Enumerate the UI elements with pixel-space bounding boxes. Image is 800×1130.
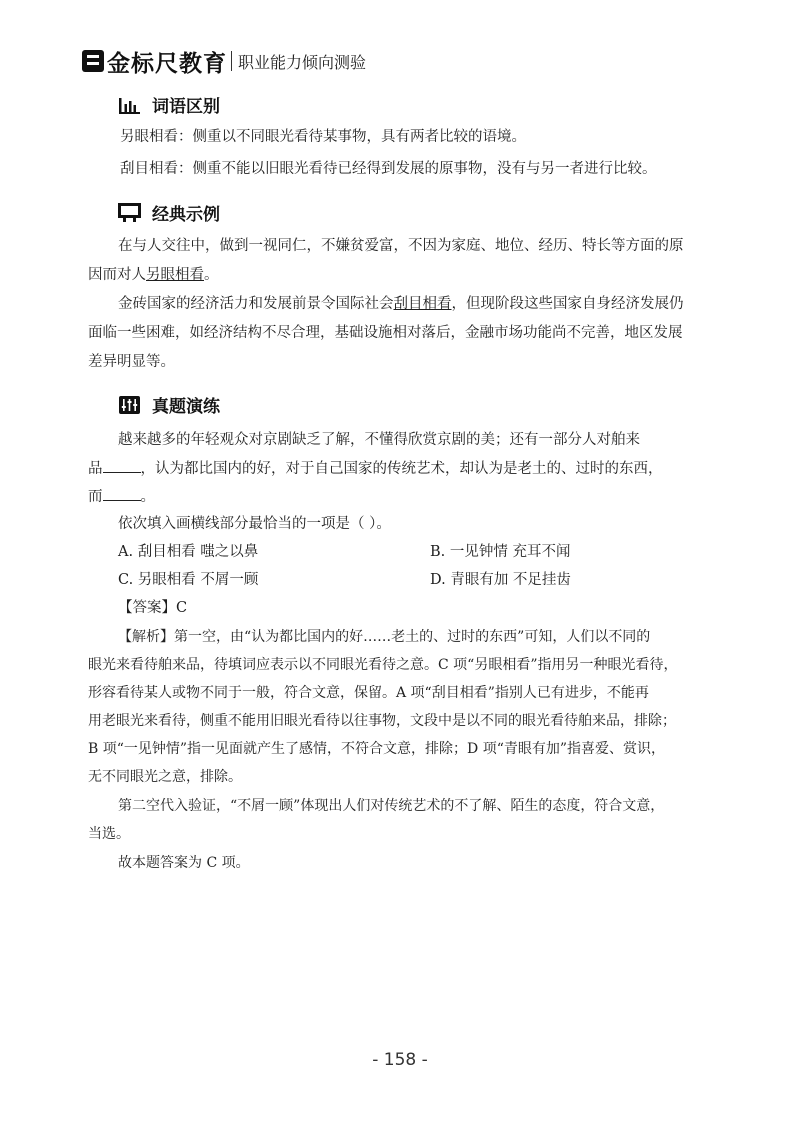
question-line-1: 越来越多的年轻观众对京剧缺乏了解，不懂得欣赏京剧的美；还有一部分人对舶来	[118, 432, 640, 448]
example-1-line-1: 在与人交往中，做到一视同仁，不嫌贫爱富，不因为家庭、地位、经历、特长等方面的原	[118, 238, 684, 254]
bar-chart-icon	[118, 95, 142, 115]
header-subtitle: 职业能力倾向测验	[238, 52, 367, 72]
answer-label: 【答案】C	[118, 600, 188, 616]
example-term: 刮目相看	[393, 296, 452, 312]
section-title: 真题演练	[152, 397, 220, 417]
option-b: B. 一见钟情 充耳不闻	[430, 544, 571, 560]
example-text: 金砖国家的经济活力和发展前景令国际社会	[118, 296, 394, 312]
option-a: A. 刮目相看 嗤之以鼻	[118, 544, 259, 560]
analysis-line-4: 用老眼光来看待，侧重不能用旧眼光看待以往事物，文段中是以不同的眼光看待舶来品，排除；	[88, 713, 676, 729]
analysis2-line-1: 第二空代入验证，“不屑一顾”体现出人们对传统艺术的不了解、陌生的态度，符合文意，	[118, 798, 665, 814]
page-header	[82, 44, 366, 78]
question-prompt: 依次填入画横线部分最恰当的一项是（ ）。	[118, 516, 391, 532]
example-1-line-2	[88, 265, 219, 285]
example-text: 。	[204, 267, 219, 283]
question-line-2	[88, 458, 663, 479]
example-text: ，但现阶段这些国家自身经济发展仍	[451, 296, 684, 312]
analysis-line-5: B 项“一见钟情”指一见面就产生了感情，不符合文意，排除；D 项“青眼有加”指喜爱、赏识，	[88, 741, 666, 757]
section-heading-practice	[118, 392, 220, 417]
question-line-3	[88, 486, 155, 507]
analysis-line-1: 【解析】第一空，由“认为都比国内的好……老土的、过时的东西”可知，人们以不同的	[118, 629, 651, 645]
page-number: - 158 -	[372, 1050, 428, 1070]
analysis-line-2: 眼光来看待舶来品，待填词应表示以不同眼光看待之意。C 项“另眼相看”指用另一种眼光看待，	[88, 657, 678, 673]
equalizer-icon	[118, 395, 142, 415]
example-2-line-1	[118, 294, 684, 314]
section-title: 词语区别	[152, 97, 220, 117]
question-text: ，认为都比国内的好，对于自己国家的传统艺术，却认为是老土的、过时的东西，	[140, 461, 663, 477]
fill-blank-2	[103, 486, 141, 501]
brand-logo-icon	[82, 50, 104, 72]
option-d: D. 青眼有加 不足挂齿	[430, 572, 571, 588]
conclusion: 故本题答案为 C 项。	[118, 855, 250, 871]
example-text: 因而对人	[88, 267, 146, 283]
example-2-line-2: 面临一些困难，如经济结构不尽合理，基础设施相对落后，金融市场功能尚不完善，地区发展	[88, 325, 683, 341]
brand-name: 金标尺教育	[107, 50, 227, 77]
option-c: C. 另眼相看 不屑一顾	[118, 572, 259, 588]
analysis2-line-2: 当选。	[88, 826, 130, 842]
difference-line-2: 刮目相看：侧重不能以旧眼光看待已经得到发展的原事物，没有与另一者进行比较。	[120, 161, 657, 177]
header-divider	[231, 51, 232, 71]
monitor-icon	[118, 203, 142, 223]
section-heading-difference	[118, 92, 220, 117]
question-text: 品	[88, 461, 103, 477]
question-text: 。	[140, 489, 155, 505]
analysis-line-6: 无不同眼光之意，排除。	[88, 769, 242, 785]
example-term: 另眼相看	[146, 267, 204, 283]
fill-blank-1	[103, 458, 141, 473]
question-text: 而	[88, 489, 103, 505]
example-2-line-3: 差异明显等。	[88, 354, 175, 370]
difference-line-1: 另眼相看：侧重以不同眼光看待某事物，具有两者比较的语境。	[120, 129, 526, 145]
section-title: 经典示例	[152, 205, 220, 225]
analysis-line-3: 形容看待某人或物不同于一般，符合文意，保留。A 项“刮目相看”指别人已有进步，不能再	[88, 685, 649, 701]
section-heading-examples	[118, 200, 220, 225]
